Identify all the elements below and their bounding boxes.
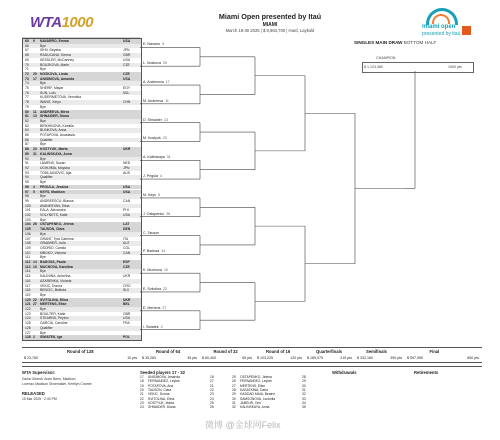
draw-num: 92 [25, 165, 29, 170]
draw-nat: CZE [123, 264, 130, 269]
draw-num: 115 [25, 274, 31, 279]
miami-open-logo: miami open presented by itaú [418, 8, 478, 44]
draw-name: SUN, Lulu [40, 90, 56, 95]
draw-name: Bye [40, 180, 46, 185]
champion-points: 1000 pts [448, 65, 462, 69]
draw-name: KALINSKAYA, Anna [40, 151, 72, 156]
draw-name: Bye [40, 231, 46, 236]
draw-num: 69 [25, 57, 29, 62]
seeded-row: 26 FERNANDEZ, Leylah 29 [232, 379, 306, 384]
seeded-label: Seeded players 17 - 32 [140, 370, 185, 375]
watermark: 微博 @金球网Felix [205, 420, 281, 430]
draw-num: 116 [25, 278, 31, 283]
draw-num: 122 [25, 307, 31, 312]
draw-num: 113 [25, 264, 31, 269]
seeded-row: 18 FERNANDEZ, Leylah 27 [140, 379, 214, 384]
seeded-row: 22 SVITOLINA, Elina 24 [140, 396, 214, 401]
draw-name: ANDREEVA, Mirra [40, 109, 69, 114]
seeded-row: 24 SHNAIDER, Diana 26 [140, 405, 214, 410]
round64-player: E. Navarro 9 [143, 42, 165, 47]
draw-name: SVITOLINA, Elina [40, 297, 69, 302]
draw-nat: ESP [123, 260, 130, 265]
draw-seed: 26 [33, 222, 37, 227]
draw-name: MERTENS, Elise [40, 302, 67, 307]
draw-num: 120 [25, 297, 31, 302]
draw-num: 123 [25, 311, 31, 316]
seeded-row: 23 KOSTYUK, Marta 25 [140, 400, 214, 405]
supervisor-label: WTA Supervisor: [22, 370, 56, 375]
supervisor-names-2: Lorenzo Madison Shoemaker, Kerrilyn Cramer [22, 382, 92, 386]
draw-name: BADOSA, Paula [40, 260, 66, 265]
draw-num: 66 [25, 43, 29, 48]
seeded-row: 25 OSTAPENKO, Jelena 28 [232, 375, 306, 379]
seeded-row: 21 VEKIC, Donna 23 [140, 392, 214, 397]
draw-nat: CZE [123, 62, 130, 67]
draw-name: Bye [40, 156, 46, 161]
seeded-row: 30 SAMSONOVA, Liudmila 33 [232, 396, 306, 401]
draw-num: 111 [25, 255, 31, 260]
draw-num: 70 [25, 62, 29, 67]
draw-nat: USA [123, 316, 130, 321]
seeded-row: 29 HADDAD MAIA, Beatriz 32 [232, 392, 306, 397]
draw-seed: 5 [33, 189, 35, 194]
draw-num: 124 [25, 316, 31, 321]
draw-name: BLINKOVA, Anna [40, 128, 67, 133]
draw-num: 76 [25, 90, 29, 95]
seeded-row: 17 ANISIMOVA, Amanda 18 [140, 375, 214, 379]
round64-player: L. Noskova 20 [143, 61, 167, 66]
seeded-row: 28 KASATKINA, Daria 31 [232, 387, 306, 392]
draw-name: SHNAIDER, Diana [40, 114, 69, 119]
draw-nat: UKR [123, 147, 131, 152]
draw-name: SHERIF, Mayar [40, 86, 64, 91]
draw-num: 97 [25, 189, 29, 194]
tournament-city: MIAMI [262, 22, 278, 28]
draw-name: AZARENKA, Victoria [40, 278, 72, 283]
supervisor-names: Giulia Orlandi, Anne Bees, Madison [22, 377, 76, 381]
round64-player: E. Svitolina 22 [143, 286, 167, 291]
draw-seed: 2 [33, 335, 35, 340]
draw-name: Bye [40, 269, 46, 274]
draw-num: 87 [25, 142, 29, 147]
draw-name: MBOKO, Victoria [40, 250, 66, 255]
draw-name: BENCIC, Belinda [40, 288, 67, 293]
draw-nat: CHN [123, 100, 131, 105]
draw-seed: 9 [33, 39, 35, 43]
prize-money-row [22, 347, 482, 363]
draw-name: ISHII, Sayaka [40, 48, 61, 53]
footer [22, 366, 482, 419]
draw-nat: JPN [123, 165, 130, 170]
seeded-players-grid [140, 375, 326, 415]
draw-nat: USA [123, 189, 131, 194]
draw-num: 91 [25, 161, 29, 166]
draw-num: 80 [25, 109, 29, 114]
draw-nat: ITA [123, 236, 129, 241]
draw-name: GRANT, Tyra Caterina [40, 236, 74, 241]
draw-name: RADUCANU, Emma [40, 53, 71, 58]
draw-num: 75 [25, 86, 29, 91]
seeded-row: 31 JABEUR, Ons 34 [232, 400, 306, 405]
round64-player: A. Anisimova 17 [143, 80, 170, 85]
draw-num: 67 [25, 48, 29, 53]
draw-name: Bye [40, 194, 46, 199]
draw-num: 128 [25, 335, 31, 340]
draw-nat: JPN [123, 48, 130, 53]
draw-name: Bye [40, 255, 46, 260]
draw-num: 81 [25, 114, 29, 119]
draw-seed: 31 [33, 151, 37, 156]
draw-name: PEGULA, Jessica [40, 184, 69, 189]
draw-nat: USA [123, 76, 131, 81]
draw-nat: PHI [123, 208, 129, 213]
draw-num: 127 [25, 330, 31, 335]
draw-name: Bye [40, 67, 46, 72]
draw-name: TAUSON, Clara [40, 227, 65, 232]
round64-player: I. Swiatek 2 [143, 324, 163, 329]
draw-num: 79 [25, 104, 29, 109]
draw-name: BOUZKOVA, Marie [40, 62, 69, 67]
draw-name: Bye [40, 292, 46, 297]
draw-nat: USA [123, 184, 131, 189]
released-date: 15 Mar 2025 · 2:40 PM [22, 397, 57, 401]
draw-num: 90 [25, 156, 29, 161]
draw-name: Qualifier [40, 325, 53, 330]
draw-num: 125 [25, 321, 31, 326]
draw-name: Qualifier [40, 137, 53, 142]
draw-num: 95 [25, 180, 29, 185]
draw-num: 82 [25, 118, 29, 123]
draw-name: WANG, Xinyu [40, 100, 61, 105]
draw-nat: BEL [123, 302, 130, 307]
draw-num: 73 [25, 76, 29, 81]
draw-name: Bye [40, 307, 46, 312]
draw-num: 98 [25, 194, 29, 199]
draw-name: KESSLER, McCartney [40, 57, 74, 62]
draw-nat: USA [123, 213, 130, 218]
draw-name: GRABHER, Julia [40, 241, 66, 246]
draw-nat: GBR [123, 53, 131, 58]
draw-name: KOSTYUK, Marta [40, 147, 68, 152]
champion-label: CHAMPION [376, 56, 396, 60]
draw-seed: 17 [33, 76, 37, 81]
draw-num: 103 [25, 217, 31, 222]
draw-num: 126 [25, 325, 31, 330]
draw-name: Bye [40, 81, 46, 86]
draw-num: 102 [25, 213, 31, 218]
draw-nat: FRA [123, 321, 130, 326]
draw-num: 121 [25, 302, 31, 307]
prize-cell: Quarterfinals $ 189,075 215 pts [307, 349, 352, 360]
prize-cell: Round of 16 $ 103,225 120 pts [257, 349, 302, 360]
draw-name: Bye [40, 104, 46, 109]
round64-player: M. Andreeva 11 [143, 98, 169, 103]
draw-num: 74 [25, 81, 29, 86]
retirements-label: Retirements [414, 370, 439, 375]
draw-num: 118 [25, 288, 31, 293]
draw-num: 72 [25, 71, 29, 76]
draw-num: 108 [25, 241, 31, 246]
draw-num: 85 [25, 133, 29, 138]
draw-nat: AUS [123, 170, 130, 175]
draw-name: SWIATEK, Iga [40, 335, 63, 340]
round64-player: C. Tauson [143, 230, 160, 235]
draw-nat: COL [123, 245, 130, 250]
draw-name: Bye [40, 118, 46, 123]
tournament-title: Miami Open presented by Itaú [218, 12, 322, 21]
draw-num: 89 [25, 151, 29, 156]
draw-nat: CAN [123, 250, 131, 255]
draw-num: 84 [25, 128, 29, 133]
draw-seed: 23 [33, 147, 37, 152]
draw-num: 119 [25, 292, 31, 297]
draw-name: VEKIC, Donna [40, 283, 63, 288]
draw-name: OSORIO, Camila [40, 245, 66, 250]
draw-nat: UKR [123, 274, 131, 279]
draw-num: 83 [25, 123, 29, 128]
seeded-row: 20 TAUSON, Clara 22 [140, 387, 214, 392]
draw-name: KALININA, Anhelina [40, 274, 71, 279]
draw-name: Bye [40, 330, 46, 335]
round64-player: K. Muchova 10 [143, 268, 168, 273]
round64-player: E. Mertens 27 [143, 305, 167, 310]
draw-nat: AUT [123, 241, 130, 246]
prize-cell: Round of 32 $ 60,400 65 pts [202, 349, 252, 360]
draw-seed: 10 [33, 264, 37, 269]
draw-name: NAVARRO, Emma [40, 39, 69, 43]
draw-name: MUCHOVA, Karolina [40, 264, 73, 269]
draw-num: 107 [25, 236, 31, 241]
draw-num: 68 [25, 53, 29, 58]
draw-num: 100 [25, 203, 31, 208]
draw-name: AVANESYAN, Elina [40, 203, 70, 208]
tournament-dates: March 18-30 2025 | $ 8,963,700 | Hard, Laykold [225, 28, 315, 33]
draw-num: 101 [25, 208, 31, 213]
draw-nat: UKR [123, 297, 131, 302]
withdrawals-label: Withdrawals [332, 370, 357, 375]
draw-name: ANISIMOVA, Amanda [40, 76, 75, 81]
draw-name: UCHIJIMA, Moyuka [40, 165, 70, 170]
draw-name: Bye [40, 142, 46, 147]
draw-nat: CAN [123, 198, 131, 203]
draw-num: 65 [25, 39, 29, 43]
draw-num: 112 [25, 260, 31, 265]
draw-name: Bye [40, 43, 46, 48]
wta-logo: WTA1000 [30, 14, 93, 31]
prize-cell: Semifinals $ 332,160 390 pts [357, 349, 402, 360]
draw-nat: SUI [123, 288, 129, 293]
draw-nat: CRO [123, 283, 131, 288]
round64-player: J. Pegula 4 [143, 174, 162, 179]
draw-num: 78 [25, 100, 29, 105]
draw-nat: POL [123, 335, 130, 340]
draw-num: 117 [25, 283, 31, 288]
draw-name: OSTAPENKO, Jelena [40, 222, 74, 227]
draw-nat: NED [123, 161, 131, 166]
draw-name: Bye [40, 217, 46, 222]
draw-num: 77 [25, 95, 29, 100]
draw-name: KUDERMETOVA, Veronika [40, 95, 81, 100]
draw-num: 106 [25, 231, 31, 236]
seeded-row: 27 MERTENS, Elise 30 [232, 383, 306, 388]
draw-num: 99 [25, 198, 29, 203]
draw-name: Qualifier [40, 175, 53, 180]
round64-player: J. Ostapenko 26 [143, 211, 171, 216]
draw-seed: 14 [33, 260, 37, 265]
draw-num: 110 [25, 250, 31, 255]
draw-num: 105 [25, 227, 31, 232]
draw-nat: CZE [123, 71, 130, 76]
draw-seed: 20 [33, 71, 37, 76]
seeded-row: 19 POTAPOVA, Ana 21 [140, 383, 214, 388]
draw-num: 71 [25, 67, 29, 72]
round64-player: P. Badosa 14 [143, 249, 166, 254]
champion-prize: $ 1,124,380 [364, 65, 383, 69]
round64-player: D. Shnaider 13 [143, 117, 168, 122]
draw-num: 104 [25, 222, 31, 227]
draw-name: BIRKHINOVA, Kamilla [40, 123, 74, 128]
draw-name: TOMLJANOVIC, Ajla [40, 170, 72, 175]
draw-name: BOULTER, Katie [40, 311, 66, 316]
draw-name: POTAPOVA, Anastasia [40, 133, 75, 138]
draw-name: ANDREESCU, Bianca [40, 198, 74, 203]
draw-name: KEYS, Madison [40, 189, 65, 194]
draw-num: 86 [25, 137, 29, 142]
draw-nat: LAT [123, 222, 130, 227]
draw-nat: USA [123, 39, 131, 43]
draw-num: 93 [25, 170, 29, 175]
draw-name: VOLYNETS, Katie [40, 213, 68, 218]
draw-num: 109 [25, 245, 31, 250]
seeded-row: 32 KALINSKAYA, Anna 35 [232, 405, 306, 410]
draw-seed: 4 [33, 184, 35, 189]
draw-nat: NZL [123, 90, 130, 95]
released-label: RELEASED [22, 391, 45, 396]
section-title: SINGLES MAIN DRAW BOTTOM HALF [354, 40, 437, 45]
draw-seed: 11 [33, 109, 37, 114]
draw-nat: GBR [123, 311, 131, 316]
draw-name: NOSKOVA, Linda [40, 71, 68, 76]
draw-name: GARCIA, Caroline [40, 321, 68, 326]
draw-name: EALA, Alexandra [40, 208, 66, 213]
prize-cell: Final $ 597,950 650 pts [407, 349, 479, 360]
draw-name: LAMENS, Suzan [40, 161, 66, 166]
draw-name: STEARNS, Peyton [40, 316, 69, 321]
draw-num: 88 [25, 147, 29, 152]
round64-player: M. Kostyuk 23 [143, 136, 167, 141]
round64-player: M. Keys 5 [143, 192, 160, 197]
prize-cell: Round of 64 $ 35,260 35 pts [142, 349, 197, 360]
draw-num: 96 [25, 184, 29, 189]
draw-num: 94 [25, 175, 29, 180]
draw-num: 114 [25, 269, 31, 274]
round64-player: A. Kalinskaya 31 [143, 155, 171, 160]
draw-nat: DEN [123, 227, 131, 232]
draw-nat: EGY [123, 86, 131, 91]
prize-cell: Round of 128 $ 23,760 10 pts [24, 349, 137, 360]
draw-seed: 13 [33, 114, 37, 119]
draw-nat: USA [123, 57, 130, 62]
draw-seed: 22 [33, 297, 37, 302]
draw-seed: 27 [33, 302, 37, 307]
